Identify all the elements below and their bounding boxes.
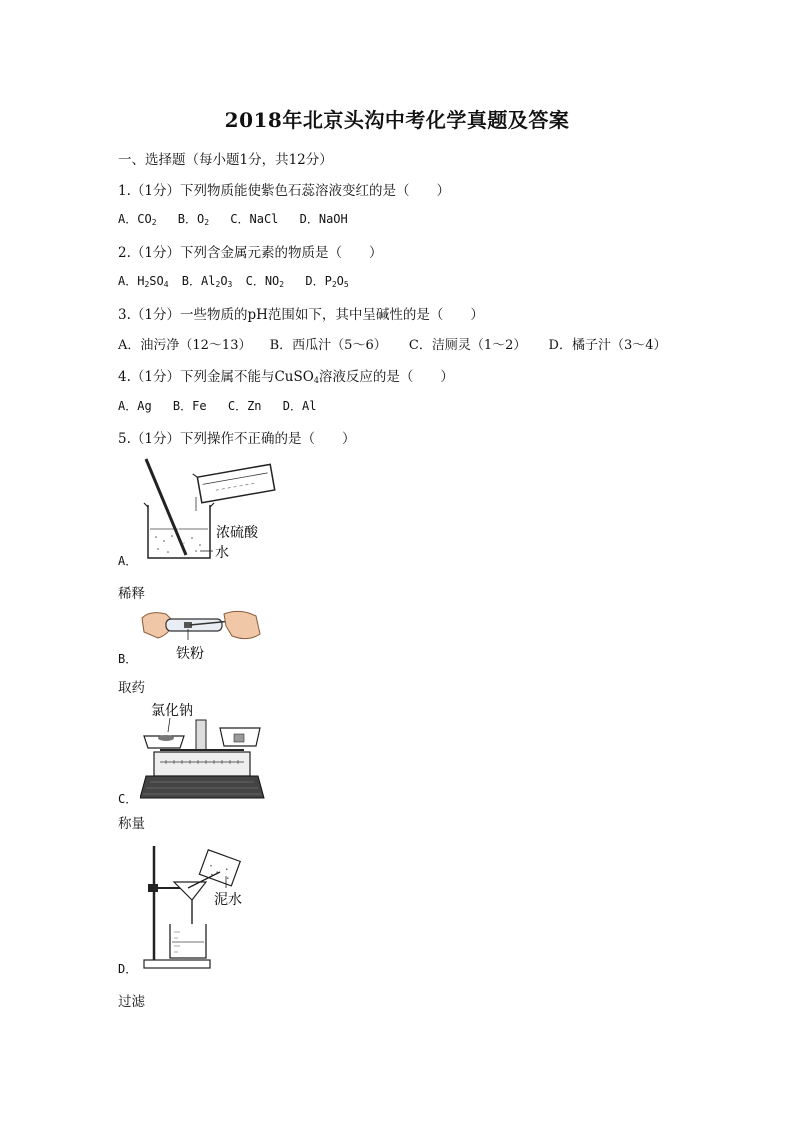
q1-option-c: C．NaCl (230, 212, 279, 226)
figure-a-label-acid: 浓硫酸 (216, 525, 258, 541)
q1-option-a: A．$CO_2$ (118, 212, 157, 227)
q1-option-b: B．$O_2$ (177, 212, 210, 227)
section-heading: 一、选择题（每小题1分，共12分） (118, 152, 333, 168)
q3-option-b: B．西瓜汁（5～6） (269, 338, 387, 353)
q3-option-d: D．橘子汁（3～4） (548, 338, 667, 353)
q4-option-a: A．Ag (118, 399, 152, 413)
question-4-stem: 4.（1分）下列金属不能与CuSO$_4$溶液反应的是（ ） (118, 369, 454, 385)
figure-d-filtration-diagram (140, 842, 260, 970)
q2-option-d: D．$P_2O_5$ (305, 274, 349, 289)
question-3-stem: 3.（1分）一些物质的pH范围如下，其中呈碱性的是（ ） (118, 307, 484, 323)
figure-c-label-salt: 氯化钠 (151, 703, 193, 719)
q4-option-c: C．Zn (227, 399, 262, 413)
question-2-options (118, 272, 363, 289)
page-title: 2018年北京头沟中考化学真题及答案 (224, 108, 570, 132)
figure-a-dilution-diagram (140, 455, 280, 565)
q3-option-c: C．洁厕灵（1～2） (408, 338, 527, 353)
figure-b-caption: 取药 (118, 680, 145, 696)
question-1-stem: 1.（1分）下列物质能使紫色石蕊溶液变红的是（ ） (118, 183, 450, 199)
question-4-options (118, 397, 330, 414)
figure-b-label-iron: 铁粉 (176, 646, 204, 662)
figure-c-caption: 称量 (118, 816, 145, 832)
figure-a-caption: 稀释 (118, 586, 145, 602)
figure-c-letter: C． (118, 792, 138, 806)
q3-option-a: A．油污净（12～13） (118, 338, 252, 353)
figure-a-letter: A． (118, 554, 138, 568)
question-3-options (118, 334, 680, 353)
q4-option-d: D．Al (282, 399, 317, 413)
figure-d-letter: D． (118, 962, 138, 976)
question-1-options (118, 210, 362, 227)
figure-b-letter: B． (118, 652, 138, 666)
q2-option-b: B．$Al_2O_3$ (181, 274, 233, 289)
q2-option-c: C．$NO_2$ (245, 274, 285, 289)
q2-option-a: A．$H_2SO_4$ (118, 274, 169, 289)
figure-d-label-muddy-water: 泥水 (214, 892, 242, 908)
question-5-stem: 5.（1分）下列操作不正确的是（ ） (118, 431, 356, 447)
figure-d-caption: 过滤 (118, 994, 145, 1010)
q1-option-d: D．NaOH (299, 212, 348, 226)
question-2-stem: 2.（1分）下列含金属元素的物质是（ ） (118, 245, 383, 261)
figure-c-balance-diagram (140, 700, 266, 802)
q4-option-b: B．Fe (172, 399, 207, 413)
figure-a-label-water: 水 (215, 545, 229, 561)
figure-b-test-tube-diagram (140, 608, 262, 662)
